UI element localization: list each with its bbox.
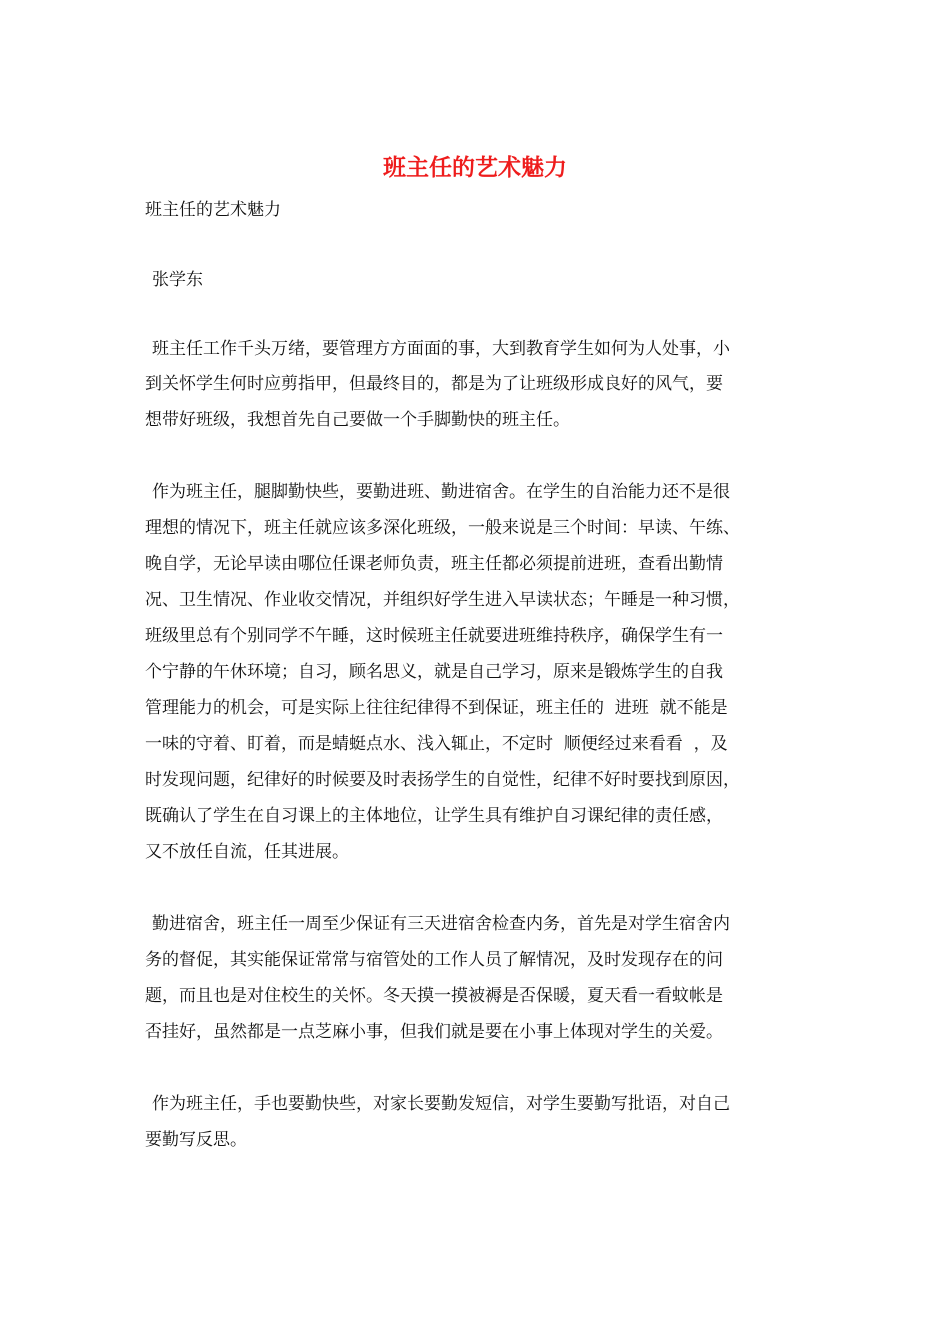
paragraph-line: 作为班主任，手也要勤快些，对家长要勤发短信，对学生要勤写批语，对自己 (152, 1094, 730, 1114)
paragraph-line: 既确认了学生在自习课上的主体地位，让学生具有维护自习课纪律的责任感， (145, 806, 723, 826)
paragraph-line: 否挂好，虽然都是一点芝麻小事，但我们就是要在小事上体现对学生的关爱。 (145, 1022, 723, 1042)
paragraph-line: 管理能力的机会，可是实际上往往纪律得不到保证，班主任的 进班 就不能是 (145, 698, 728, 718)
document-title: 班主任的艺术魅力 (383, 154, 567, 181)
author-name: 张学东 (152, 270, 203, 290)
paragraph-line: 晚自学，无论早读由哪位任课老师负责，班主任都必须提前进班，查看出勤情 (145, 554, 723, 574)
paragraph-line: 想带好班级，我想首先自己要做一个手脚勤快的班主任。 (145, 410, 570, 430)
paragraph-line: 要勤写反思。 (145, 1130, 247, 1150)
paragraph-line: 题，而且也是对住校生的关怀。冬天摸一摸被褥是否保暖，夏天看一看蚊帐是 (145, 986, 723, 1006)
paragraph-line: 个宁静的午休环境；自习，顾名思义，就是自己学习，原来是锻炼学生的自我 (145, 662, 723, 682)
paragraph-line: 一味的守着、盯着，而是蜻蜓点水、浅入辄止，不定时 顺便经过来看看 ，及 (145, 734, 728, 754)
paragraph-line: 勤进宿舍，班主任一周至少保证有三天进宿舍检查内务，首先是对学生宿舍内 (152, 914, 730, 934)
paragraph-line: 班主任工作千头万绪，要管理方方面面的事，大到教育学生如何为人处事，小 (152, 339, 730, 359)
paragraph-line: 时发现问题，纪律好的时候要及时表扬学生的自觉性，纪律不好时要找到原因， (145, 770, 740, 790)
paragraph-line: 况、卫生情况、作业收交情况，并组织好学生进入早读状态；午睡是一种习惯， (145, 590, 740, 610)
paragraph-line: 理想的情况下，班主任就应该多深化班级，一般来说是三个时间：早读、午练、 (145, 518, 740, 538)
paragraph-line: 到关怀学生何时应剪指甲，但最终目的，都是为了让班级形成良好的风气，要 (145, 374, 723, 394)
paragraph-line: 作为班主任，腿脚勤快些，要勤进班、勤进宿舍。在学生的自治能力还不是很 (152, 482, 730, 502)
paragraph-line: 又不放任自流，任其进展。 (145, 842, 349, 862)
document-subtitle: 班主任的艺术魅力 (145, 200, 281, 220)
paragraph-line: 班级里总有个别同学不午睡，这时候班主任就要进班维持秩序，确保学生有一 (145, 626, 723, 646)
paragraph-line: 务的督促，其实能保证常常与宿管处的工作人员了解情况，及时发现存在的问 (145, 950, 723, 970)
